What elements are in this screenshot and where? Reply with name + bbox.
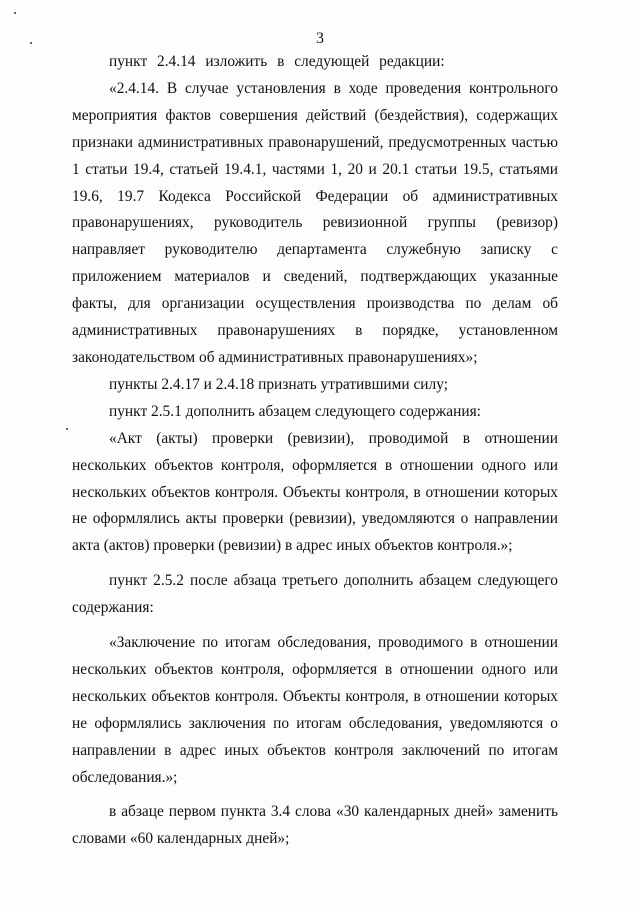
- paragraph: «Заключение по итогам обследования, проводимого в отношении нескольких объектов контроля, оформляется в отношении одного или нескольких объектов контроля. Объекты контроля, в отношении которых не оформлялись заключения по итогам обследования, уведомляются о направлении в адрес иных объектов контроля заключений по итогам обследования.»;: [72, 634, 558, 786]
- scan-speck: [66, 428, 68, 430]
- document-body: [72, 49, 558, 853]
- scan-speck: [14, 12, 16, 14]
- paragraph: пункт 2.5.2 после абзаца третьего дополнить абзацем следующего содержания:: [72, 572, 558, 617]
- paragraph: пункт 2.4.14 изложить в следующей редакции:: [109, 53, 445, 70]
- paragraph: «Акт (акты) проверки (ревизии), проводимой в отношении нескольких объектов контроля, оформляется в отношении одного или нескольких объектов контроля. Объекты контроля, в отношении которых не оформлялись акты проверки (ревизии), уведомляются о направлении акта (актов) проверки (ревизии) в адрес иных объектов контроля.»;: [72, 429, 558, 555]
- paragraph: пункты 2.4.17 и 2.4.18 признать утратившими силу;: [109, 375, 448, 393]
- paragraph: в абзаце первом пункта 3.4 слова «30 календарных дней» заменить словами «60 календарных дней»;: [72, 803, 558, 848]
- page-number: 3: [316, 30, 324, 47]
- paragraph: пункт 2.5.1 дополнить абзацем следующего содержания:: [109, 402, 481, 420]
- paragraph: «2.4.14. В случае установления в ходе проведения контрольного мероприятия фактов совершения действий (бездействия), содержащих признаки административных правонарушений, предусмотренных частью 1 статьи 19.4, статьей 19.4.1, частями 1, 20 и 20.1 статьи 19.5, статьями 19.6, 19.7 Кодекса Российской Федерации об административных правонарушениях, руководитель ревизионной группы (ревизор) направляет руководителю департамента служебную записку с приложением материалов и сведений, подтверждающих указанные факты, для организации осуществления производства по делам об административных правонарушениях в порядке, установленном законодательством об административных правонарушениях»;: [72, 79, 558, 366]
